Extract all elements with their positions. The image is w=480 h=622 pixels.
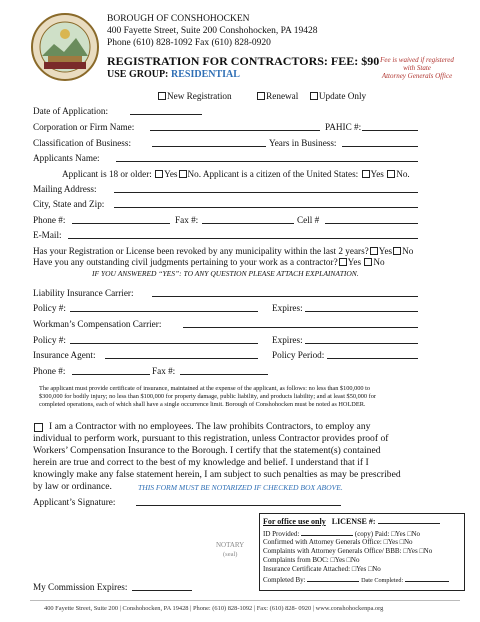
complaints-ag-no-checkbox[interactable]: □ — [419, 547, 424, 555]
years-in-business-field[interactable] — [342, 138, 418, 147]
years-in-business-label: Years in Business: — [269, 138, 337, 148]
email-field[interactable] — [68, 230, 418, 239]
complaints-ag-no-label: No — [423, 547, 433, 555]
corporation-field[interactable] — [150, 122, 320, 131]
fee-waived-note-1: Fee is waived if registered — [380, 56, 454, 64]
age-no-label: No — [187, 169, 199, 179]
certification-line-3: Workers’ Compensation Insurance to the Borough. I certify that the statement(s) contained — [33, 445, 381, 456]
liability-policy-label: Policy #: — [33, 303, 66, 313]
workmans-policy-field[interactable] — [70, 335, 258, 344]
insurance-note-line-1: The applicant must provide certificate of insurance, maintained at the expense of the applicant, as follows: no less than $100,000 to — [39, 385, 371, 392]
email-label: E-Mail: — [33, 230, 62, 240]
id-provided-row — [263, 529, 420, 538]
fee-waived-note-2: with State — [403, 64, 431, 72]
cert-attached-row — [263, 565, 381, 573]
fax-label: Fax #: — [175, 215, 199, 225]
judgments-question: Have you any outstanding civil judgments pertaining to your work as a contractor? — [33, 257, 338, 267]
seal-label: (seal) — [223, 551, 238, 558]
policy-period-field[interactable] — [327, 350, 418, 359]
office-use-box — [259, 513, 465, 591]
judgments-no-checkbox[interactable] — [364, 258, 372, 266]
paid-no-checkbox[interactable]: □ — [407, 530, 412, 538]
footer-text: 400 Fayette Street, Suite 200 | Conshohocken, PA 19428 | Phone: (610) 828-1092 | Fax: (610) 828- 0920 | www.conshohockenpa.org — [44, 605, 384, 612]
copy-paid-label: (copy) Paid: — [354, 530, 390, 538]
agent-fax-field[interactable] — [180, 366, 268, 375]
completed-by-row — [263, 575, 449, 585]
explanation-note: IF YOU ANSWERED “YES”: TO ANY QUESTION PLEASE ATTACH EXPLAINATION. — [92, 269, 359, 278]
confirmed-ag-label: Confirmed with Attorney Generals Office: — [263, 538, 382, 546]
agent-fax-label: Fax #: — [152, 366, 176, 376]
corporation-label: Corporation or Firm Name: — [33, 122, 135, 132]
update-only-checkbox[interactable] — [310, 92, 318, 100]
judgments-no-label: No — [373, 257, 385, 267]
license-label: LICENSE #: — [331, 517, 376, 526]
phone-label: Phone #: — [33, 215, 66, 225]
cert-no-label: No — [372, 565, 381, 573]
workmans-carrier-label: Workman’s Compensation Carrier: — [33, 319, 162, 329]
age-question: Applicant is 18 or older: — [62, 169, 152, 179]
citizen-yes-checkbox[interactable] — [362, 170, 370, 178]
liability-expires-field[interactable] — [305, 303, 418, 312]
certification-line-2: individual to perform work, pursuant to this registration, unless Contractor provides proof of — [33, 433, 389, 444]
liability-carrier-field[interactable] — [152, 288, 418, 297]
complaints-ag-label: Complaints with Attorney Generals Office/ BBB: — [263, 547, 402, 555]
confirmed-ag-row — [263, 538, 413, 546]
classification-label: Classification of Business: — [33, 138, 131, 148]
revoked-yes-label: Yes — [378, 246, 393, 256]
date-completed-label: Date Completed: — [361, 577, 404, 584]
registration-type-row — [157, 91, 366, 102]
signature-field[interactable] — [136, 497, 341, 506]
date-completed-field[interactable] — [405, 575, 449, 582]
cell-label: Cell # — [297, 215, 320, 225]
commission-expires-field[interactable] — [132, 582, 192, 591]
workmans-carrier-field[interactable] — [183, 319, 418, 328]
policy-period-label: Policy Period: — [272, 350, 325, 360]
applicants-name-label: Applicants Name: — [33, 153, 100, 163]
agent-phone-label: Phone #: — [33, 366, 66, 376]
confirmed-no-checkbox[interactable]: □ — [399, 538, 404, 546]
revoked-yes-checkbox[interactable] — [370, 247, 378, 255]
notary-label: NOTARY — [216, 541, 245, 549]
pahic-label: PAHIC #: — [325, 122, 362, 132]
judgments-yes-checkbox[interactable] — [339, 258, 347, 266]
renewal-checkbox[interactable] — [257, 92, 265, 100]
insurance-agent-label: Insurance Agent: — [33, 350, 96, 360]
certification-line-5: knowingly make any false statement herein, I am subject to such penalties as may be prescribed — [33, 469, 401, 480]
citizen-no-checkbox[interactable] — [387, 170, 395, 178]
cert-attached-label: Insurance Certificate Attached: — [263, 565, 351, 573]
notarize-note: THIS FORM MUST BE NOTARIZED IF CHECKED BOX ABOVE. — [138, 483, 343, 492]
workmans-expires-label: Expires: — [272, 335, 303, 345]
insurance-note-line-2: $300,000 for bodily injury; no less than $100,000 for property damage, public liability, and products liability; and at least $50,000 for — [39, 393, 376, 400]
office-title-row — [263, 517, 440, 526]
revoked-no-label: No — [402, 246, 414, 256]
age-yes-checkbox[interactable] — [155, 170, 163, 178]
cert-no-checkbox[interactable]: □ — [368, 565, 373, 573]
cert-yes-checkbox[interactable]: □ — [351, 565, 357, 573]
complaints-boc-no-checkbox[interactable]: □ — [346, 556, 351, 564]
id-provided-field[interactable] — [301, 529, 353, 536]
fee-waived-note-3: Attorney Generals Office — [381, 72, 453, 80]
new-registration-label: New Registration — [167, 91, 232, 101]
use-group-label: USE GROUP: — [107, 69, 169, 80]
confirmed-yes-checkbox[interactable]: □ — [383, 538, 388, 546]
classification-field[interactable] — [152, 138, 266, 147]
complaints-ag-yes-label: Yes — [407, 547, 418, 555]
new-registration-checkbox[interactable] — [158, 92, 166, 100]
date-of-application-label: Date of Application: — [33, 106, 109, 116]
pahic-field[interactable] — [362, 122, 418, 131]
signature-label: Applicant’s Signature: — [33, 497, 116, 507]
mailing-address-field[interactable] — [114, 184, 418, 193]
judgments-yes-label: Yes — [347, 257, 362, 267]
citizen-no-label: No — [396, 169, 408, 179]
citizen-question: Applicant is a citizen of the United States: — [202, 169, 359, 179]
license-field[interactable] — [378, 517, 440, 524]
complaints-boc-row — [263, 556, 359, 564]
applicants-name-field[interactable] — [116, 153, 418, 162]
borough-phone: Phone (610) 828-1092 Fax (610) 828-0920 — [107, 38, 271, 48]
form-title: REGISTRATION FOR CONTRACTORS: FEE: $90 — [107, 54, 380, 68]
update-only-label: Update Only — [318, 91, 367, 101]
confirmed-no-label: No — [404, 538, 413, 546]
workmans-expires-field[interactable] — [305, 335, 418, 344]
mailing-address-label: Mailing Address: — [33, 184, 97, 194]
use-group-value: RESIDENTIAL — [171, 69, 240, 80]
complaints-boc-yes-checkbox[interactable]: □ — [330, 556, 335, 564]
complaints-ag-row — [263, 547, 432, 555]
insurance-note-line-3: completed operations, each of which shall have a single occurrence limit. Borough of Conshohocken must be noted as HOLDER. — [39, 401, 366, 408]
borough-address: 400 Fayette Street, Suite 200 Conshohocken, PA 19428 — [107, 26, 318, 36]
phone-field[interactable] — [72, 215, 170, 224]
id-provided-label: ID Provided: — [263, 530, 300, 538]
revoked-question: Has your Registration or License been revoked by any municipality within the last 2 years? — [33, 246, 369, 256]
confirmed-yes-label: Yes — [387, 538, 399, 546]
date-of-application-field[interactable] — [130, 106, 202, 115]
complaints-ag-yes-checkbox[interactable]: □ — [403, 547, 408, 555]
liability-expires-label: Expires: — [272, 303, 303, 313]
renewal-label: Renewal — [266, 91, 299, 101]
footer-divider — [30, 600, 460, 601]
paid-no-label: No — [411, 530, 420, 538]
paid-yes-label: Yes — [395, 530, 406, 538]
agent-phone-field[interactable] — [72, 366, 150, 375]
liability-policy-field[interactable] — [70, 303, 258, 312]
judgments-row — [33, 257, 385, 268]
age-citizen-row: Applicant is 18 or older: Yes No. Applicant is a citizen of the United States: Yes No. — [62, 169, 410, 179]
paid-yes-checkbox[interactable]: □ — [391, 530, 396, 538]
cell-field[interactable] — [325, 215, 418, 224]
completed-by-label: Completed By: — [263, 576, 306, 584]
fax-field[interactable] — [202, 215, 294, 224]
age-yes-label: Yes — [164, 169, 178, 179]
borough-seal-logo — [30, 12, 100, 82]
complaints-boc-yes-label: Yes — [334, 556, 345, 564]
complaints-boc-label: Complaints from BOC: — [263, 556, 329, 564]
liability-carrier-label: Liability Insurance Carrier: — [33, 288, 134, 298]
city-state-zip-label: City, State and Zip: — [33, 199, 105, 209]
certification-line-4: herein are true and correct to the best of my knowledge and belief. I understand that if I — [33, 457, 369, 468]
complaints-boc-no-label: No — [350, 556, 360, 564]
citizen-yes-label: Yes — [370, 169, 384, 179]
no-employees-checkbox[interactable] — [34, 423, 43, 432]
revoked-row — [33, 246, 413, 257]
office-title: For office use only — [263, 517, 326, 526]
completed-by-field[interactable] — [307, 575, 359, 582]
borough-name: BOROUGH OF CONSHOHOCKEN — [107, 14, 250, 24]
certification-line-1: I am a Contractor with no employees. The law prohibits Contractors, to employ any — [49, 421, 371, 432]
workmans-policy-label: Policy #: — [33, 335, 66, 345]
cert-yes-label: Yes — [356, 565, 367, 573]
certification-line-6: by law or ordinance. — [33, 481, 112, 492]
commission-expires-label: My Commission Expires: — [33, 582, 128, 592]
age-no-checkbox[interactable] — [179, 170, 187, 178]
city-state-zip-field[interactable] — [114, 199, 418, 208]
revoked-no-checkbox[interactable] — [393, 247, 401, 255]
insurance-agent-field[interactable] — [105, 350, 258, 359]
